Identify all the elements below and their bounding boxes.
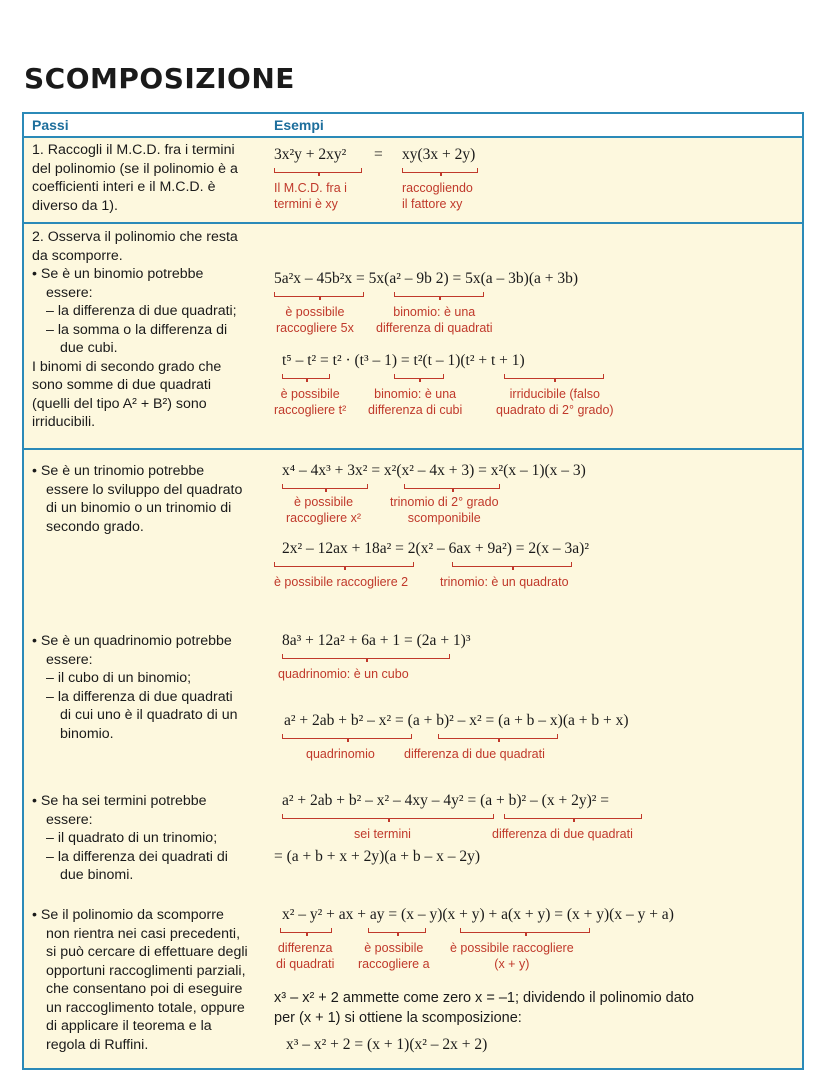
- brace: [460, 928, 590, 933]
- note: quadrinomio: [306, 747, 375, 761]
- brace: [394, 292, 484, 297]
- expr-right: xy(3x + 2y): [402, 146, 476, 163]
- brace: [504, 814, 642, 819]
- row-binomio: [24, 222, 802, 448]
- table-header: [24, 114, 802, 138]
- example-binomio-2: t⁵ – t² = t² · (t³ – 1) = t²(t – 1)(t² + t + 1): [282, 352, 525, 369]
- note: è possibile raccogliere t²: [274, 387, 347, 417]
- brace: [282, 374, 330, 379]
- brace: [274, 168, 362, 173]
- note: è possibile raccogliere (x + y): [450, 941, 574, 971]
- note: binomio: è una differenza di cubi: [368, 387, 463, 417]
- step-text: • Se ha sei termini potrebbe essere: – il quadrato di un trinomio; – la differenza dei quadrati di due binomi.: [32, 793, 228, 883]
- note: binomio: è una differenza di quadrati: [376, 305, 493, 335]
- example-quadrinomio-2: a² + 2ab + b² – x² = (a + b)² – x² = (a + b – x)(a + b + x): [284, 712, 629, 729]
- brace: [504, 374, 604, 379]
- header-passi: Passi: [32, 117, 69, 133]
- example-sei-termini-2: = (a + b + x + 2y)(a + b – x – 2y): [274, 848, 480, 865]
- example-ruffini: x³ – x² + 2 = (x + 1)(x² – 2x + 2): [286, 1036, 488, 1053]
- example-trinomio-2: 2x² – 12ax + 18a² = 2(x² – 6ax + 9a²) = 2(x – 3a)²: [282, 540, 589, 557]
- step-text: 2. Osserva il polinomio che resta da scomporre. • Se è un binomio potrebbe essere: – la differenza di due quadrati; – la somma o la differenza di due cubi. I binomi di secondo grado che sono somme di due quadrati (quelli del tipo A² + B²) sono irriducibili.: [32, 229, 238, 430]
- brace: [282, 484, 368, 489]
- row-raccoglimenti: [24, 892, 802, 1070]
- note: sei termini: [354, 827, 411, 841]
- step-text: • Se il polinomio da scomporre non rientra nei casi precedenti, si può cercare di effettuare degli opportuni raccoglimenti parziali, che consentano poi di eseguire un raccoglimento totale, oppure di applicare il teorema e la regola di Ruffini.: [32, 907, 248, 1053]
- note-factor: raccogliendo il fattore xy: [402, 181, 473, 211]
- note: trinomio di 2° grado scomponibile: [390, 495, 499, 525]
- ruffini-text: per (x + 1) si ottiene la scomposizione:: [274, 1010, 522, 1026]
- row-mcd: [24, 138, 802, 222]
- brace: [404, 484, 500, 489]
- example-sei-termini-1: a² + 2ab + b² – x² – 4xy – 4y² = (a + b)² – (x + 2y)² =: [282, 792, 609, 809]
- note: trinomio: è un quadrato: [440, 575, 569, 589]
- note: differenza di quadrati: [276, 941, 335, 971]
- note: differenza di due quadrati: [492, 827, 633, 841]
- note: è possibile raccogliere 5x: [276, 305, 354, 335]
- brace: [282, 734, 412, 739]
- note-mcd: Il M.C.D. fra i termini è xy: [274, 181, 347, 211]
- step-text: [32, 141, 264, 215]
- note: è possibile raccogliere 2: [274, 575, 409, 589]
- step-line: del polinomio (se il polinomio è a: [32, 160, 238, 177]
- ruffini-text: x³ – x² + 2 ammette come zero x = –1; dividendo il polinomio dato: [274, 990, 694, 1006]
- step-line: 1. Raccogli il M.C.D. fra i termini: [32, 142, 235, 158]
- step-line: diverso da 1).: [32, 197, 118, 214]
- step-text: • Se è un trinomio potrebbe essere lo sviluppo del quadrato di un binomio o un trinomio di secondo grado.: [32, 463, 243, 535]
- brace: [280, 928, 332, 933]
- brace: [368, 928, 426, 933]
- brace: [282, 814, 494, 819]
- brace: [452, 562, 572, 567]
- example-binomio-1: 5a²x – 45b²x = 5x(a² – 9b 2) = 5x(a – 3b)(a + 3b): [274, 270, 579, 287]
- expr-left: 3x²y + 2xy²: [274, 146, 347, 163]
- header-esempi: Esempi: [274, 117, 324, 133]
- decomposition-table: [22, 112, 804, 1070]
- row-quadrinomio: [24, 620, 802, 792]
- note: differenza di due quadrati: [404, 747, 545, 761]
- row-sei-termini: [24, 792, 802, 892]
- row-trinomio: [24, 448, 802, 620]
- page-title: SCOMPOSIZIONE: [24, 62, 295, 95]
- brace: [274, 292, 364, 297]
- note: è possibile raccogliere x²: [286, 495, 362, 525]
- note: è possibile raccogliere a: [358, 941, 430, 971]
- brace: [402, 168, 478, 173]
- brace: [282, 654, 450, 659]
- equals: =: [374, 146, 383, 163]
- step-line: coefficienti interi e il M.C.D. è: [32, 179, 216, 195]
- example-raccoglimenti-1: x² – y² + ax + ay = (x – y)(x + y) + a(x + y) = (x + y)(x – y + a): [282, 906, 674, 923]
- brace: [274, 562, 414, 567]
- note: irriducibile (falso quadrato di 2° grado): [496, 387, 614, 417]
- brace: [394, 374, 444, 379]
- step-text: • Se è un quadrinomio potrebbe essere: – il cubo di un binomio; – la differenza di due quadrati di cui uno è il quadrato di un binomio.: [32, 633, 238, 742]
- note: quadrinomio: è un cubo: [278, 667, 409, 681]
- example-trinomio-1: x⁴ – 4x³ + 3x² = x²(x² – 4x + 3) = x²(x – 1)(x – 3): [282, 462, 586, 479]
- brace: [438, 734, 558, 739]
- example-quadrinomio-1: 8a³ + 12a² + 6a + 1 = (2a + 1)³: [282, 632, 471, 649]
